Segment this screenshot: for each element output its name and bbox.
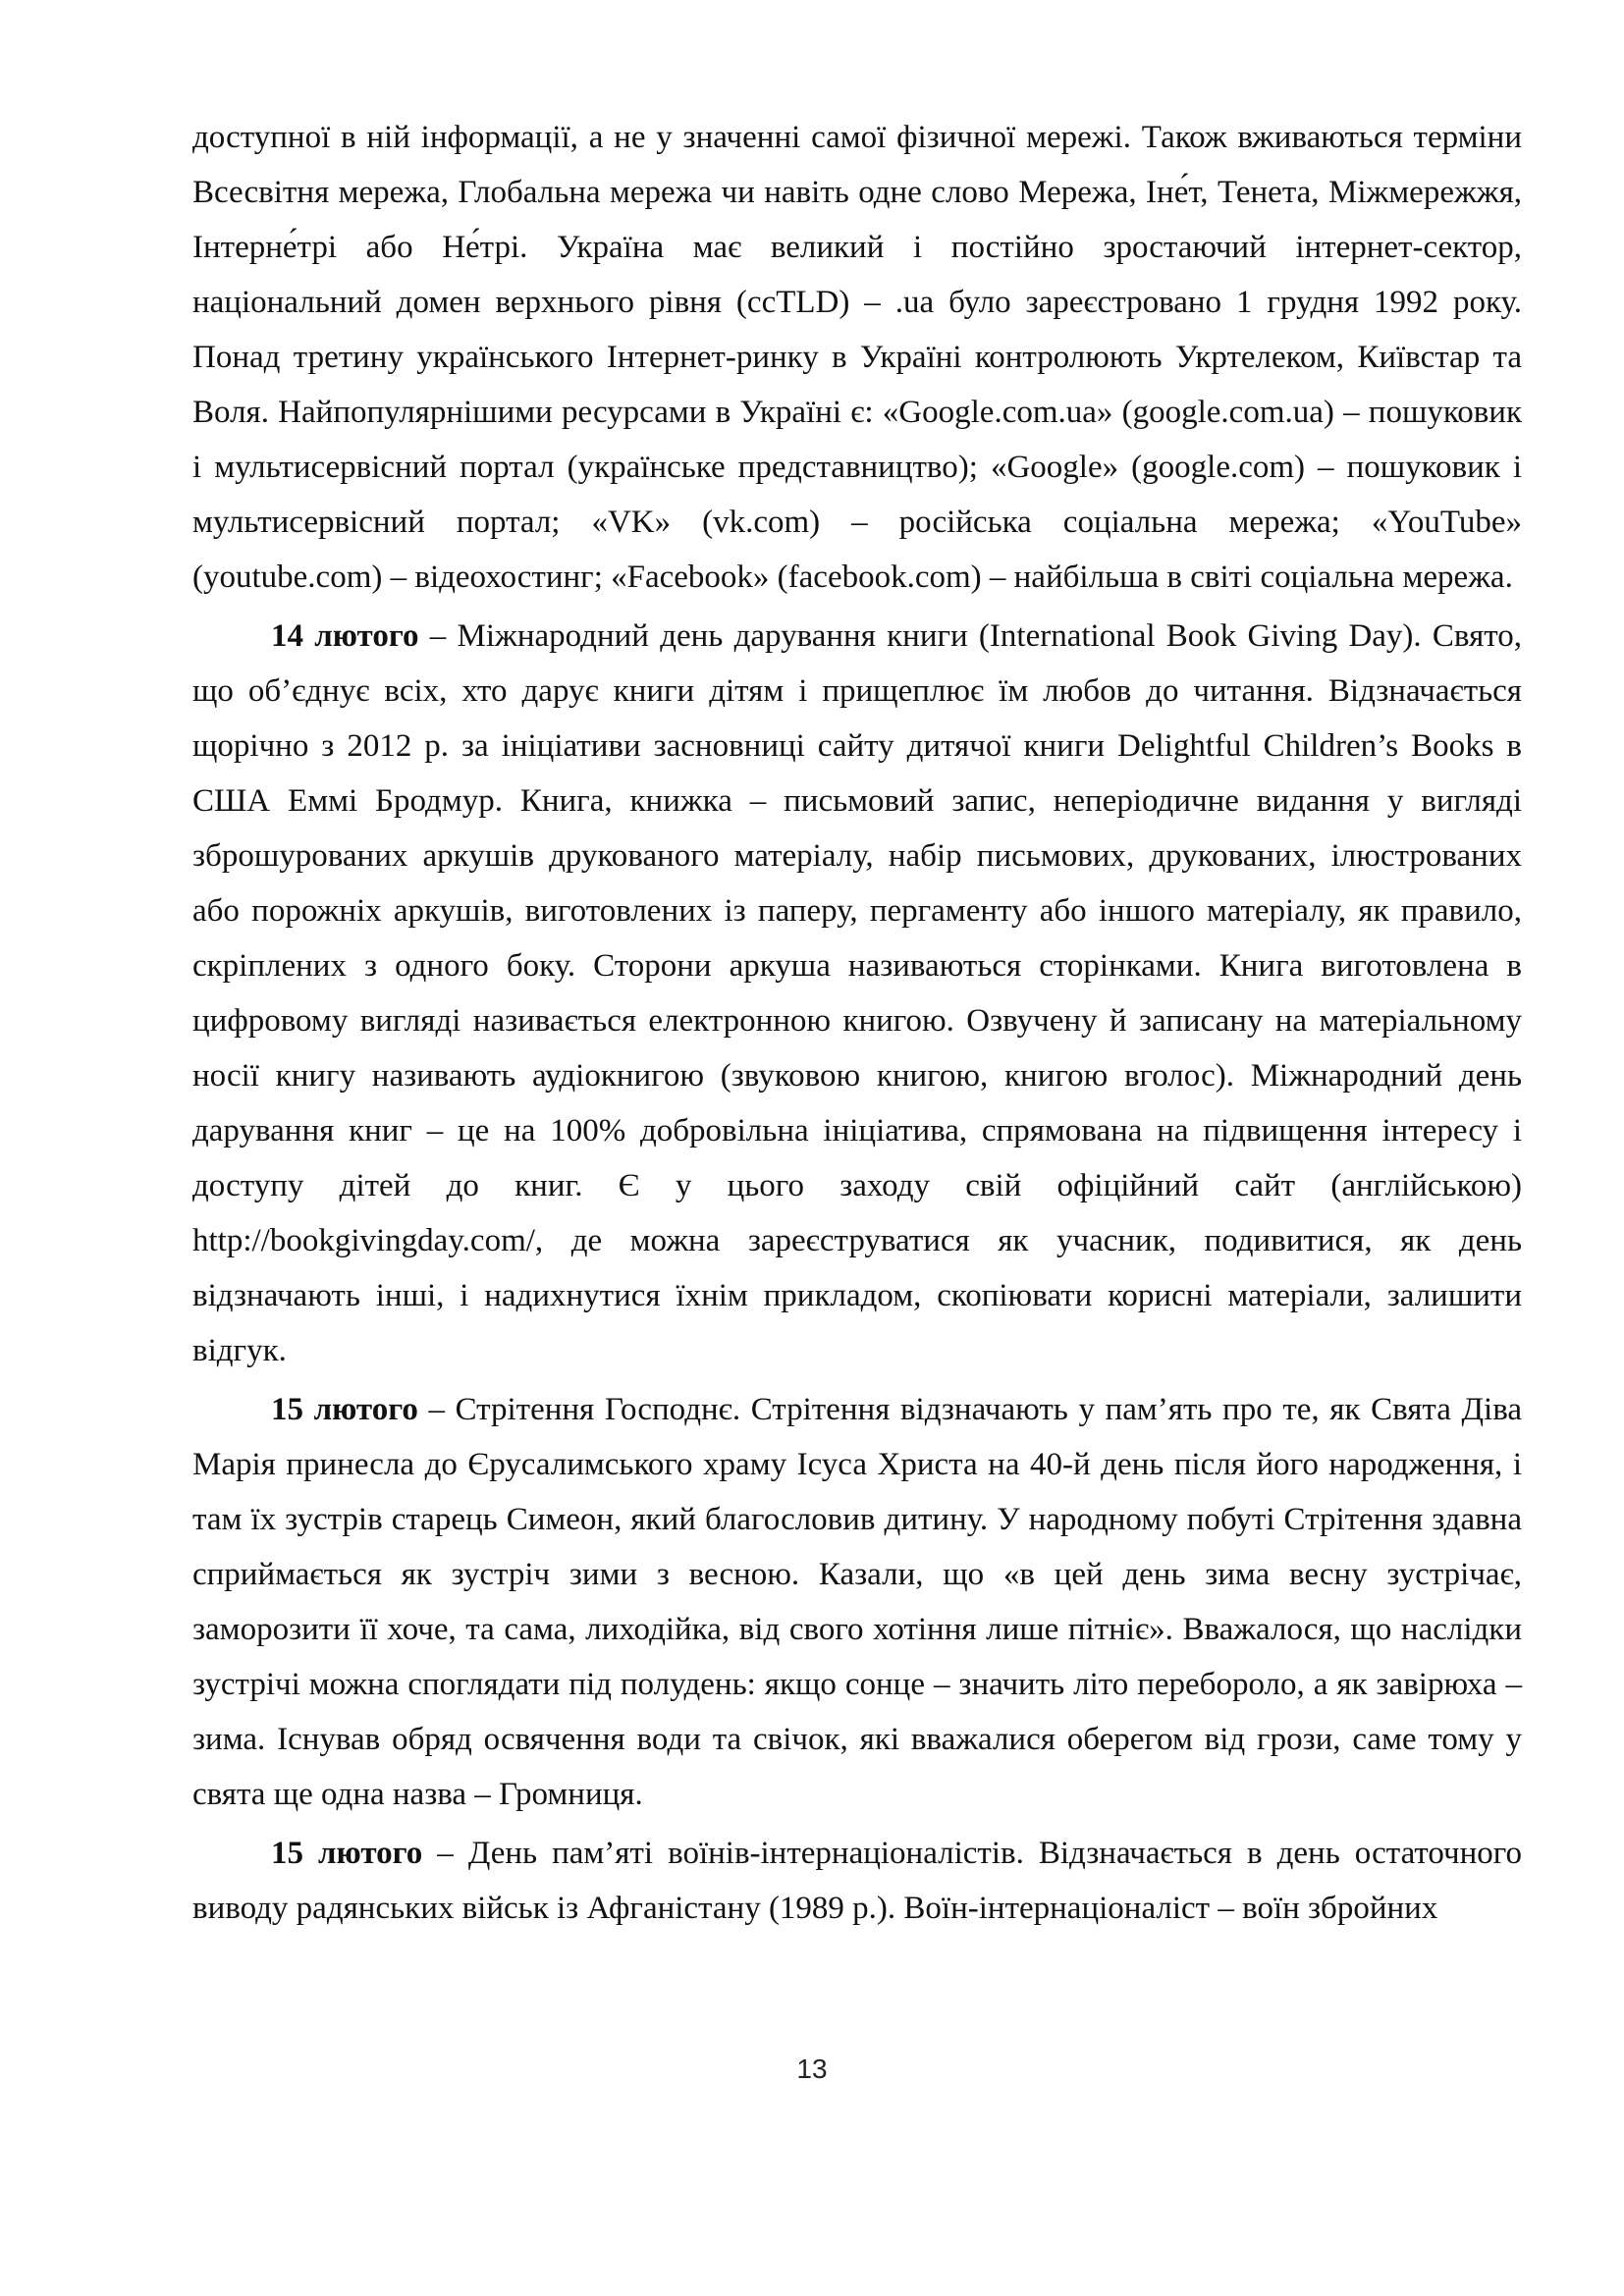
date-label: 15 лютого [271,1392,418,1427]
date-label: 14 лютого [271,618,419,654]
paragraph-text: – День пам’яті воїнів-інтернаціоналістів. Відзначається в день остаточного виводу радянських військ із Афганістану (1989 р.). Воїн-інтернаціоналіст – воїн збройних [192,1836,1522,1926]
page-number: 13 [796,2054,828,2084]
body-text [192,110,1522,1940]
date-label: 15 лютого [271,1836,423,1871]
paragraph-text: – Міжнародний день дарування книги (International Book Giving Day). Свято, що об’єднує всіх, хто дарує книги дітям і прищеплює їм любов до читання. Відзначається щорічно з 2012 р. за ініціативи засновниці сайту дитячої книги Delightful Children’s Books в США Еммі Бродмур. Книга, книжка – письмовий запис, неперіодичне видання у вигляді зброшурованих аркушів друкованого матеріалу, набір письмових, друкованих, ілюстрованих або порожніх аркушів, виготовлених із паперу, пергаменту або іншого матеріалу, як правило, скріплених з одного боку. Сторони аркуша називаються сторінками. Книга виготовлена в цифровому вигляді називається електронною книгою. Озвучену й записану на матеріальному носії книгу називають аудіокнигою (звуковою книгою, книгою вголос). Міжнародний день дарування книг – це на 100% добровільна ініціатива, спрямована на підвищення інтересу і доступу дітей до книг. Є у цього заходу свій офіційний сайт (англійською) http://bookgivingday.com/, де можна зареєструватися як учасник, подивитися, як день відзначають інші, і надихнутися їхнім прикладом, скопіювати корисні матеріали, залишити відгук. [192,618,1522,1368]
paragraph-book-giving-day [192,609,1522,1378]
paragraph-text: – Стрітення Господнє. Стрітення відзначають у пам’ять про те, як Свята Діва Марія принесла до Єрусалимського храму Ісуса Христа на 40-й день після його народження, і там їх зустрів старець Симеон, який благословив дитину. У народному побуті Стрітення здавна сприймається як зустріч зими з весною. Казали, що «в цей день зима весну зустрічає, заморозити її хоче, та сама, лиходійка, від свого хотіння лише пітніє». Вважалося, що наслідки зустрічі можна споглядати під полудень: якщо сонце – значить літо перебороло, а як завірюха – зима. Існував обряд освячення води та свічок, які вважалися оберегом від грози, саме тому у свята ще одна назва – Громниця. [192,1392,1522,1812]
paragraph-internet-continued [192,110,1522,605]
paragraph-internationalist-day [192,1826,1522,1936]
paragraph-text: доступної в ній інформації, а не у значенні самої фізичної мережі. Також вживаються терміни Всесвітня мережа, Глобальна мережа чи навіть одне слово Мережа, Іне́т, Тенета, Міжмережжя, Інтерне́трі або Не́трі. Україна має великий і постійно зростаючий інтернет-сектор, національний домен верхнього рівня (ccTLD) – .ua було зареєстровано 1 грудня 1992 року. Понад третину українського Інтернет-ринку в Україні контролюють Укртелеком, Київстар та Воля. Найпопулярнішими ресурсами в Україні є: «Google.com.ua» (google.com.ua) – пошуковик і мультисервісний портал (українське представництво); «Google» (google.com) – пошуковик і мультисервісний портал; «VK» (vk.com) – російська соціальна мережа; «YouTube» (youtube.com) – відеохостинг; «Facebook» (facebook.com) – найбільша в світі соціальна мережа. [192,120,1522,595]
paragraph-stritennia [192,1382,1522,1822]
